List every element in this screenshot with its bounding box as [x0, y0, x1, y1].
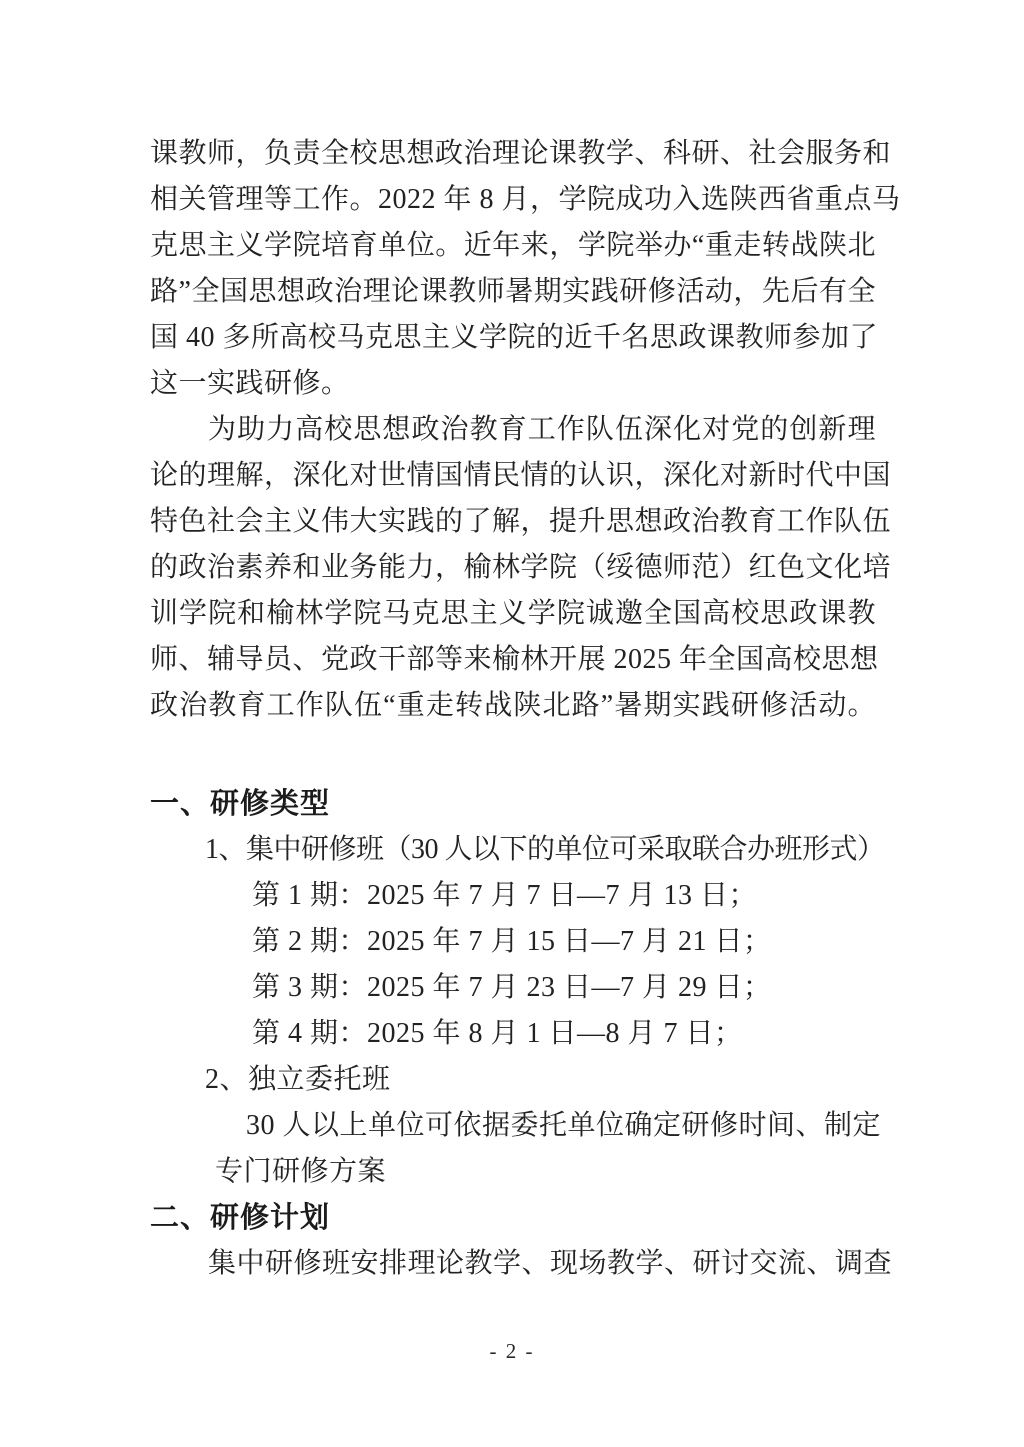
section-heading: 一、研修类型 — [150, 788, 331, 820]
session-date-line: 第 2 期：2025 年 7 月 15 日—7 月 21 日； — [252, 926, 772, 957]
text-line: 30 人以上单位可依据委托单位确定研修时间、制定 — [246, 1110, 882, 1141]
section-heading: 二、研修计划 — [150, 1202, 331, 1234]
text-line: 国 40 多所高校马克思主义学院的近千名思政课教师参加了 — [150, 322, 879, 353]
paragraph-invitation — [150, 407, 892, 729]
session-date-line: 第 1 期：2025 年 7 月 7 日—7 月 13 日； — [252, 880, 758, 911]
text-line: 课教师，负责全校思想政治理论课教学、科研、社会服务和 — [150, 138, 892, 169]
session-date-line: 第 4 期：2025 年 8 月 1 日—8 月 7 日； — [252, 1018, 743, 1049]
text-line: 路”全国思想政治理论课教师暑期实践研修活动，先后有全 — [150, 276, 876, 307]
text-line: 政治教育工作队伍“重走转战陕北路”暑期实践研修活动。 — [150, 690, 876, 721]
text-line: 克思主义学院培育单位。近年来，学院举办“重走转战陕北 — [150, 230, 876, 261]
text-line: 特色社会主义伟大实践的了解，提升思想政治教育工作队伍 — [150, 506, 892, 537]
text-line: 训学院和榆林学院马克思主义学院诚邀全国高校思政课教 — [150, 598, 876, 629]
text-line: 为助力高校思想政治教育工作队伍深化对党的创新理 — [208, 414, 876, 445]
text-line: 集中研修班安排理论教学、现场教学、研讨交流、调查 — [208, 1248, 893, 1279]
text-line: 的政治素养和业务能力，榆林学院（绥德师范）红色文化培 — [150, 552, 892, 583]
session-date-line: 第 3 期：2025 年 7 月 23 日—7 月 29 日； — [252, 972, 772, 1003]
text-line: 论的理解，深化对世情国情民情的认识，深化对新时代中国 — [150, 460, 892, 491]
section-training-types — [150, 781, 885, 1195]
page-number: - 2 - — [489, 1339, 535, 1363]
text-line: 这一实践研修。 — [150, 368, 350, 399]
paragraph-continuation — [150, 131, 901, 407]
list-item-centralized-class: 1、集中研修班（30 人以下的单位可采取联合办班形式） — [205, 834, 885, 865]
text-line: 专门研修方案 — [215, 1156, 387, 1187]
list-item-independent-class: 2、独立委托班 — [205, 1064, 391, 1095]
text-line: 师、辅导员、党政干部等来榆林开展 2025 年全国高校思想 — [150, 644, 879, 675]
section-training-plan — [150, 1195, 893, 1287]
text-line: 相关管理等工作。2022 年 8 月，学院成功入选陕西省重点马 — [150, 184, 901, 215]
document-body — [150, 131, 901, 1287]
